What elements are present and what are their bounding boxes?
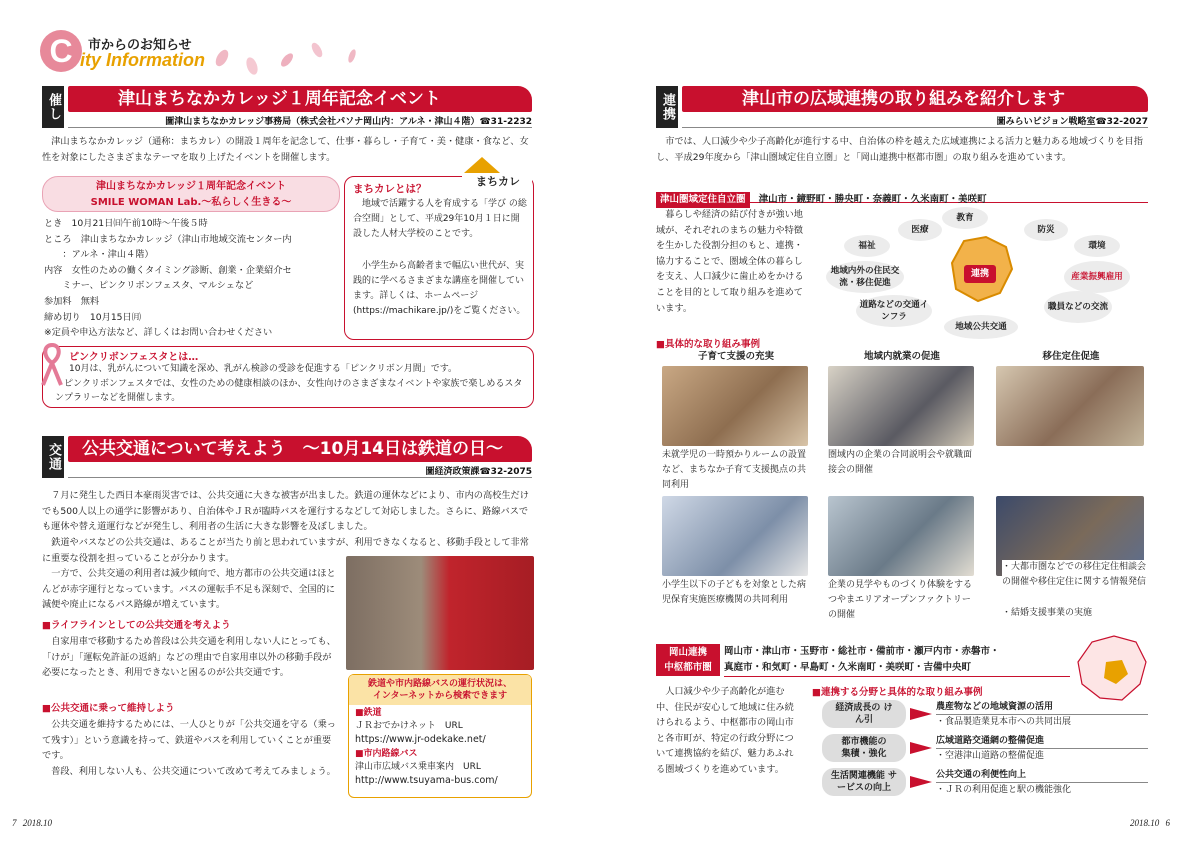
transit-contact: 圖経済政策課☎32-2075 <box>68 464 532 478</box>
okayama-members2: 真庭市・和気町・早島町・久米南町・美咲町・吉備中央町 <box>724 662 972 673</box>
okayama-tag <box>656 644 720 676</box>
tsuyama-zone-bar <box>656 187 1148 203</box>
okayama-tag2: 中枢都市圏 <box>664 662 712 673</box>
field2-detail <box>936 734 1148 763</box>
example-col-migration <box>994 350 1148 624</box>
example-col-employment <box>826 350 978 624</box>
tsuyama-zone-members: 津山市・鏡野町・勝央町・奈義町・久米南町・美咲町 <box>758 194 987 205</box>
machikare-question: まちカレとは？ <box>353 183 427 195</box>
renkei-diagram <box>812 207 1148 339</box>
event-when: とき 10月21日㈰午前10時～午後５時 <box>44 218 208 229</box>
col-childcare-title: 子育て支援の充実 <box>697 351 774 362</box>
example-col-childcare <box>660 350 812 624</box>
pinkribbon-box <box>42 346 534 408</box>
event-details <box>44 216 344 341</box>
field2-detail-a: 広域道路交通網の整備促進 <box>936 734 1148 749</box>
diagram-item-medical: 医療 <box>898 219 942 241</box>
transit-p3: 一方で、公共交通の利用者は減少傾向で、地方都市の公共交通はほとんどが赤字運行となっています。バスの運転手不足も深刻で、全国的に減便や廃止になるバス路線が増えています。 <box>42 568 336 611</box>
transit-info-header <box>349 675 531 705</box>
transit-p4: 自家用車で移動するため普段は公共交通を利用しない人にとっても、「けが」「運転免許証の返納」などの理由で自家用車以外の移動手段が必要になったとき、利用できないと困るのが公共交通です。 <box>42 636 336 679</box>
event-content: 内容 女性のための働くタイミング診断、創業・企業紹介セ <box>44 264 292 276</box>
col-migration-title: 移住定住促進 <box>1042 351 1100 362</box>
employment-caption1: 圏域内の企業の合同説明会や就職面接会の開催 <box>828 450 973 475</box>
diagram-item-environment: 環境 <box>1074 235 1120 257</box>
event-where-cont: ：アルネ・津山４階） <box>62 249 154 261</box>
event-contact: 圖津山まちなかカレッジ事務局（株式会社パソナ岡山内：アルネ・津山４階）☎31-2232 <box>68 114 532 128</box>
field3-detail-a: 公共交通の利便性向上 <box>936 768 1148 783</box>
employment-photo2 <box>828 496 974 576</box>
diagram-item-welfare: 福祉 <box>844 235 890 257</box>
arrow-connectors <box>906 700 936 800</box>
okayama-members1: 岡山市・津山市・玉野市・総社市・備前市・瀬戸内市・赤磐市・ <box>724 646 1000 657</box>
header-city-information: ity Information <box>80 50 205 70</box>
transit-tag: 交通 <box>42 436 64 478</box>
event-title: 津山まちなかカレッジ１周年記念イベント <box>68 86 532 112</box>
examples-heading: ■ 具体的な取り組み事例 <box>656 336 760 350</box>
col-employment-title: 地域内就業の促進 <box>863 351 940 362</box>
bus-text: 津山市広域バス乗車案内 URL <box>355 762 481 772</box>
renkei-title: 津山市の広域連携の取り組みを紹介します <box>682 86 1148 112</box>
pinkribbon-text1: 10月は、乳がんについて知識を深め、乳がん検診の受診を促進する「ピンクリボン月間」です。 <box>69 364 458 374</box>
childcare-caption1: 未就学児の一時預かりルームの設置など、まちなか子育て支援拠点の共同利用 <box>662 450 807 490</box>
event-where: ところ 津山まちなかカレッジ（津山市地域交流センター内 <box>44 233 292 245</box>
machikare-logo-text: まちカレ <box>476 175 520 188</box>
transit-p1: ７月に発生した西日本豪雨災害では、公共交通に大きな被害が出ました。鉄道の運休などにより、市内の高校生だけでも500人以上の通学に影響があり、自治体やＪＲが臨時バスを運行するなどして対応しました。さらに、路線バスでも運休や替え道運行などが発生し、利用者の生活に大きな影響を及ぼしました。 <box>42 490 529 533</box>
field1-label: 経済成長の けん引 <box>822 700 906 728</box>
bus-heading: ■市内路線バス <box>355 749 418 759</box>
footer-right <box>1130 818 1170 828</box>
header-c-circle: C <box>40 30 82 72</box>
migration-caption2: ・結婚支援事業の実施 <box>1002 608 1093 618</box>
event-note: ※定員や申込方法など、詳しくはお問い合わせください <box>44 327 273 339</box>
machikare-text1: 地域で活躍する人を育成する「学び の総合空間」として、平成29年10月１日に開設した人材大学校のことです。 <box>353 199 527 239</box>
renkei-contact: 圖みらいビジョン戦略室☎32-2027 <box>682 114 1148 128</box>
field3-detail-b: ・ＪＲの利用促進と駅の機能強化 <box>936 785 1072 795</box>
event-content-cont: ミナー、ピンクリボンフェスタ、マルシェなど <box>62 280 254 292</box>
renkei-tag: 連携 <box>656 86 678 128</box>
transit-p5: 公共交通を維持するためには、一人ひとりが「公共交通を守る（乗って残す）」という意識を持って、鉄道やバスを利用していくことが重要です。 <box>42 719 336 762</box>
header-subtitle: 市からのお知らせ <box>88 38 192 53</box>
field2-label: 都市機能の 集積・強化 <box>822 734 906 762</box>
footer-left-page: 7 <box>12 818 17 828</box>
machikare-text2: 小学生から高齢者まで幅広い世代が、実践的に学べるさまざまな講座を開催しています。詳しくは、ホームページ(https://machikare.jp/)をご覧ください。 <box>353 261 526 316</box>
rail-url-link[interactable]: https://www.jr-odekake.net/ <box>355 734 486 745</box>
field1-detail <box>936 700 1148 729</box>
okayama-members <box>724 644 1070 677</box>
event-banner <box>42 176 340 212</box>
rail-text: ＪＲおでかけネット URL <box>355 721 463 731</box>
okayama-tag1: 岡山連携 <box>668 647 707 658</box>
tsuyama-zone-tag: 津山圏域定住自立圏 <box>656 192 750 208</box>
bus-url-link[interactable]: http://www.tsuyama-bus.com/ <box>355 775 498 786</box>
migration-caption1: ・大都市圏などでの移住定住相談会の開催や移住定住に関する情報発信 <box>1002 560 1146 590</box>
diagram-item-public-transit: 地域公共交通 <box>944 315 1018 339</box>
footer-left-date: 2018.10 <box>22 818 52 828</box>
event-deadline: 締め切り 10月15日㈪ <box>44 311 141 323</box>
field3-label: 生活関連機能 サービスの向上 <box>822 768 906 796</box>
machikare-box <box>344 176 534 340</box>
childcare-photo2 <box>662 496 808 576</box>
okayama-map-icon <box>1070 632 1150 704</box>
field2-detail-b: ・空港津山道路の整備促進 <box>936 751 1045 761</box>
employment-caption2: 企業の見学やものづくり体験をするつやまエリアオープンファクトリーの開催 <box>828 580 973 620</box>
transit-title: 公共交通について考えよう ～10月14日は鉄道の日～ <box>68 436 532 462</box>
transit-p6: 普段、利用しない人も、公共交通について改めて考えてみましょう。 <box>51 766 336 777</box>
field1-detail-b: ・食品製造業見本市への共同出展 <box>936 717 1072 727</box>
house-roof-icon <box>462 155 502 175</box>
diagram-item-education: 教育 <box>942 207 988 229</box>
field1-detail-a: 農産物などの地域資源の活用 <box>936 700 1148 715</box>
rail-heading: ■鉄道 <box>355 708 382 718</box>
transit-heading-lifeline: ■ ライフラインとしての公共交通を考えよう <box>42 617 231 631</box>
tsuyama-zone-text: 暮らしや経済の結び付きが強い地域が、それぞれのまちの魅力や特徴を生かした役割分担のもと、連携・協力することで、圏域全体の暮らしを支え、人口減少に歯止めをかけることを目的として取り組みを進めています。 <box>656 209 804 314</box>
transit-info-box <box>348 674 532 798</box>
employment-photo1 <box>828 366 974 446</box>
renkei-intro: 市では、人口減少や少子高齢化が進行する中、自治体の枠を越えた広域連携による活力と魅力ある地域づくりを目指し、平成29年度から「津山圏域定住自立圏」と「岡山連携中枢都市圏」の取り組みを進めています。 <box>656 136 1143 163</box>
transit-p2: 鉄道やバスなどの公共交通は、あることが当たり前と思われていますが、利用できなくなると、移動手段として非常に重要な役割を担っていることが分かります。 <box>42 537 529 564</box>
fields-heading: ■ 連携する分野と具体的な取り組み事例 <box>812 684 983 698</box>
transit-info-header1: 鉄道や市内路線バスの運行状況は、 <box>367 679 512 689</box>
childcare-photo1 <box>662 366 808 446</box>
event-fee: 参加料 無料 <box>44 295 100 307</box>
event-tag: 催し <box>42 86 64 128</box>
diagram-item-exchange: 地域内外の住民交流・移住促進 <box>826 261 904 293</box>
childcare-caption2: 小学生以下の子どもを対象とした病児保育実施医療機関の共同利用 <box>662 580 807 605</box>
okayama-text: 人口減少や少子高齢化が進む中、住民が安心して地域に住み続けられるよう、中枢都市の岡山市と各市町が、特定の行政分野について連携協約を結び、魅力あふれる圏域づくりを進めています。 <box>656 686 794 775</box>
pinkribbon-text2: ピンクリボンフェスタでは、女性のための健康相談のほか、女性向けのさまざまなイベントや家族で楽しめるスタンプラリーなどを開催します。 <box>55 379 523 403</box>
transit-heading-maintain: ■ 公共交通に乗って維持しよう <box>42 700 175 714</box>
train-photo <box>346 556 534 670</box>
footer-right-date: 2018.10 <box>1130 818 1160 828</box>
petals-decoration <box>212 38 382 78</box>
event-intro: 津山まちなかカレッジ（通称：まちカレ）の開設１周年を記念して、仕事・暮らし・子育て・美・健康・食など、女性を対象にしたさまざまなテーマを取り上げたイベントを開催します。 <box>42 136 529 163</box>
diagram-item-industry: 産業振興雇用 <box>1064 261 1130 293</box>
diagram-item-staff: 職員などの交流 <box>1044 291 1112 323</box>
footer-left <box>12 818 52 828</box>
diagram-item-disaster: 防災 <box>1024 219 1068 241</box>
diagram-item-infra: 道路などの交通インフラ <box>856 295 932 327</box>
transit-info-header2: インターネットから検索できます <box>372 691 508 701</box>
migration-photo1 <box>996 366 1144 446</box>
event-banner-line1: 津山まちなかカレッジ１周年記念イベント <box>96 181 286 192</box>
machikare-logo <box>462 155 532 191</box>
footer-right-page: 6 <box>1165 818 1170 828</box>
event-banner-line2: SMILE WOMAN Lab.～私らしく生きる～ <box>90 197 292 208</box>
pinkribbon-heading: ピンクリボンフェスタとは… <box>69 352 199 363</box>
field3-detail <box>936 768 1148 797</box>
diagram-center: 連携 <box>964 265 996 283</box>
